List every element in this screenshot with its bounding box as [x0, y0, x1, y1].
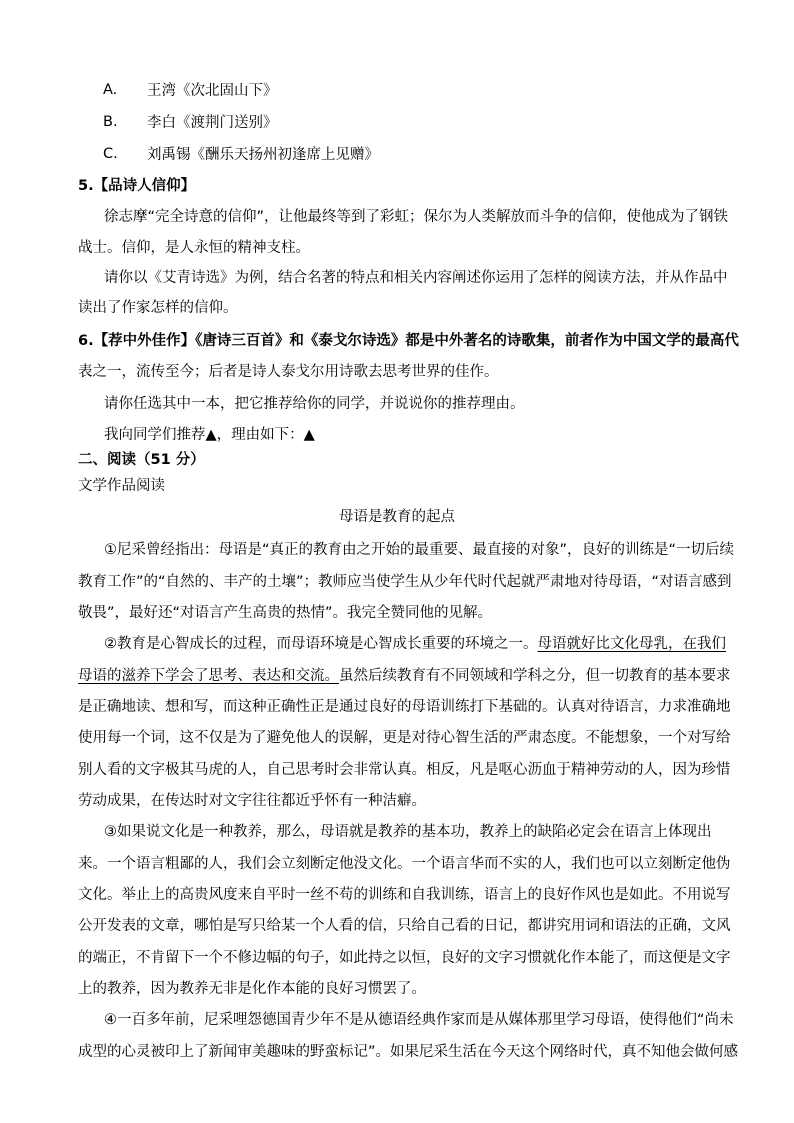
- article-p3-line4: 公开发表的文章，哪怕是写只给某一个人看的信，只给自己看的日记，都讲究用词和语法的正确，文风: [78, 918, 731, 934]
- article-p2-line5: 别人看的文字极其马虎的人，自己思考时会非常认真。相反，凡是呕心沥血于精神劳动的人，因为珍惜: [78, 762, 731, 778]
- option-c-letter: C.: [103, 146, 118, 162]
- option-b-letter: B.: [103, 114, 118, 130]
- q5-para2-line2: 读出了作家怎样的信仰。: [78, 300, 238, 316]
- article-p3-line5: 的端正，不肯留下一个不修边幅的句子，如此持之以恒，良好的文字习惯就化作本能了，而这便是文字: [78, 950, 731, 966]
- option-a-text: 王湾《次北固山下》: [147, 83, 278, 99]
- q5-para1-line2: 战士。信仰，是人永恒的精神支柱。: [78, 240, 310, 256]
- q5-para1-line1: 徐志摩“完全诗意的信仰”，让他最终等到了彩虹；保尔为人类解放而斗争的信仰，使他成为了钢铁: [104, 209, 729, 225]
- article-p3-line6: 上的教养，因为教养无非是化作本能的良好习惯罢了。: [78, 981, 426, 997]
- q6-para2: 我向同学们推荐▲，理由如下：▲: [104, 427, 315, 443]
- article-p4-line1: ④一百多年前，尼采哩怨德国青少年不是从德语经典作家而是从媒体那里学习母语，使得他们“尚未: [104, 1012, 734, 1028]
- article-p2-line6: 劳动成果，在传达时对文字往往都近乎怀有一种洁癖。: [78, 793, 426, 809]
- article-title: 母语是教育的起点: [339, 509, 455, 525]
- q5-heading: 5.【品诗人信仰】: [78, 178, 196, 194]
- article-p2-underlined-sentence-part2: 母语的滋养下学会了思考、表达和交流。: [78, 668, 339, 684]
- article-p3-line3: 文化。举止上的高贵风度来自平时一丝不苟的训练和自我训练，语言上的良好作风也是如此。不用说写: [78, 887, 731, 903]
- article-p3-line1: ③如果说文化是一种教养，那么，母语就是教养的基本功，教养上的缺陷必定会在语言上体现出: [104, 824, 712, 840]
- article-p2-line2: [78, 666, 731, 686]
- option-a-letter: A.: [103, 82, 118, 98]
- article-p3-line2: 来。一个语言粗鄙的人，我们会立刻断定他没文化。一个语言华而不实的人，我们也可以立刻断定他伪: [78, 856, 731, 872]
- article-p2-line1: [104, 634, 726, 654]
- option-b-text: 李白《渡荆门送别》: [147, 115, 278, 131]
- q5-para2-line1: 请你以《艾青诗选》为例，结合名著的特点和相关内容阐述你运用了怎样的阅读方法，并从作品中: [104, 270, 728, 286]
- article-p2-line2-plain: 虽然后续教育有不同领域和学科之分，但一切教育的基本要求: [339, 668, 731, 684]
- q6-heading: 6.【荐中外佳作】《唐诗三百首》和《泰戈尔诗选》都是中外著名的诗歌集，前者作为中国文学的最高代: [78, 333, 739, 349]
- q6-heading-line2: 表之一，流传至今；后者是诗人泰戈尔用诗歌去思考世界的佳作。: [78, 364, 499, 380]
- article-p2-underlined-sentence-part1: 母语就好比文化母乳，在我们: [537, 636, 726, 652]
- article-p2-line1-plain: ②教育是心智成长的过程，而母语环境是心智成长重要的环境之一。: [104, 636, 538, 652]
- option-c-text: 刘禹锡《酬乐天扬州初逢席上见赠》: [147, 147, 379, 163]
- section-subheading: 文学作品阅读: [78, 478, 165, 494]
- q6-para1: 请你任选其中一本，把它推荐给你的同学，并说说你的推荐理由。: [104, 396, 525, 412]
- article-p4-line2: 成型的心灵被印上了新闻审美趣味的野蛮标记”。如果尼采生活在今天这个网络时代，真不知他会做何感: [78, 1044, 739, 1060]
- article-p1-line1: ①尼采曾经指出：母语是“真正的教育由之开始的最重要、最直接的对象”，良好的训练是“一切后续: [104, 542, 735, 558]
- article-p2-line3: 是正确地读、想和写，而这种正确性正是通过良好的母语训练打下基础的。认真对待语言，力求准确地: [78, 699, 731, 715]
- section-heading: 二、阅读（51 分）: [78, 452, 205, 468]
- article-p1-line3: 敬畏”，最好还“对语言产生高贵的热情”。我完全赞同他的见解。: [78, 605, 493, 621]
- article-p1-line2: 教育工作”的“自然的、丰产的土壤”；教师应当使学生从少年代时代起就严肃地对待母语，“对语言感到: [78, 574, 732, 590]
- q6-heading-line1: [78, 331, 739, 351]
- article-p2-line4: 使用每一个词，这不仅是为了避免他人的误解，更是对待心智生活的严肃态度。不能想象，一个对写给: [78, 730, 731, 746]
